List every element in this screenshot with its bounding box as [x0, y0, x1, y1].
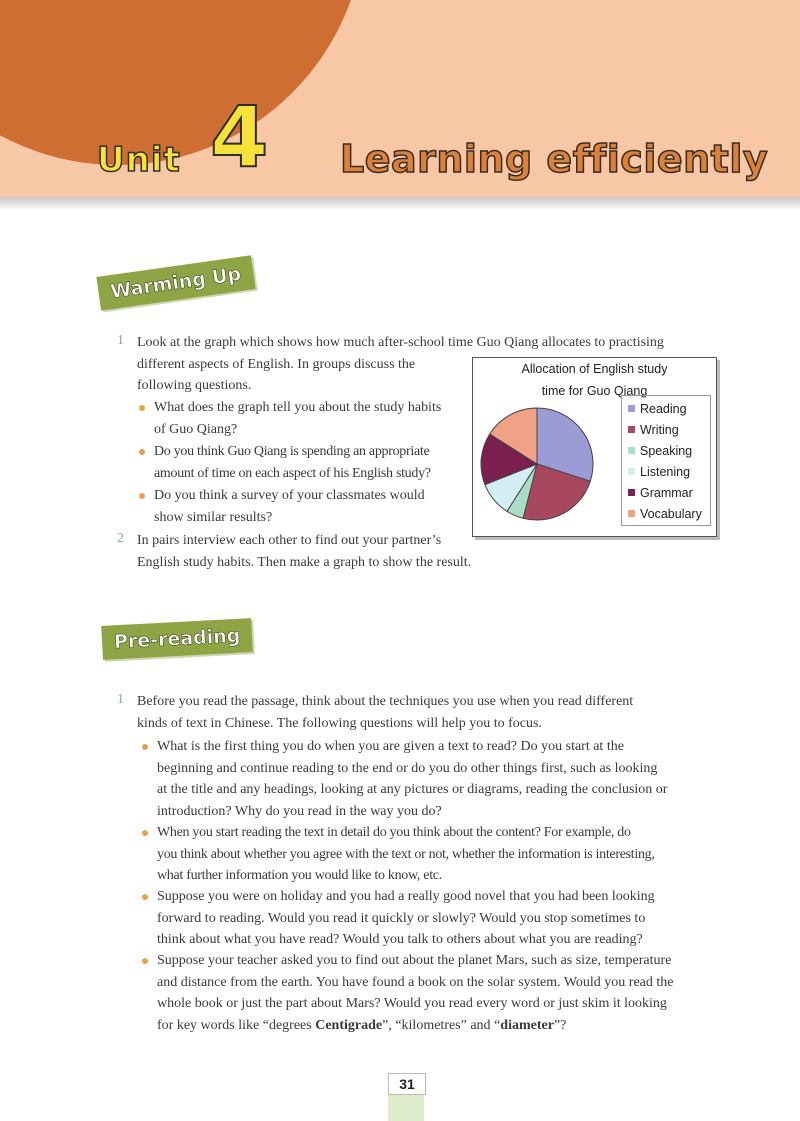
warming-bullet [154, 397, 474, 440]
text-line: amount of time on each aspect of his English study? [154, 465, 431, 481]
legend-swatch [628, 426, 635, 433]
warming-up-tag: Warming Up [96, 255, 255, 310]
pre-reading-tag: Pre-reading [101, 618, 253, 660]
text-line: think about what you have read? Would you talk to others about what you are reading? [157, 932, 643, 947]
text-line: English study habits. Then make a graph to show the result. [137, 554, 472, 570]
text-span: for key words like “degrees [157, 1017, 316, 1033]
pre-reading-bullet [157, 736, 727, 822]
legend-label: Vocabulary [640, 507, 702, 521]
text-span: ”, “kilometres” and “ [382, 1017, 501, 1033]
warming-bullet [154, 485, 474, 528]
legend-label: Writing [640, 423, 679, 437]
keyword-centigrade: Centigrade [315, 1017, 383, 1033]
unit-number: 4 [210, 88, 269, 186]
bullet-dot [142, 830, 148, 836]
unit-label: Unit [97, 140, 181, 180]
text-line: Do you think a survey of your classmates would [154, 488, 425, 503]
warming-bullet [154, 441, 474, 484]
text-line: whole book or just the part about Mars? Would you read every word or just skim it looking [157, 996, 667, 1011]
bullet-dot [139, 449, 145, 455]
text-line: Suppose your teacher asked you to find out about the planet Mars, such as size, temperature [157, 953, 672, 968]
chart-title-line: time for Guo Qiang [541, 384, 648, 398]
bullet-dot [139, 493, 145, 499]
bullet-dot [139, 405, 145, 411]
legend-label: Listening [640, 465, 691, 479]
keyword-diameter: diameter [500, 1017, 554, 1033]
legend-label: Reading [640, 402, 687, 416]
text-line: you think about whether you agree with the text or not, whether the information is interesting, [157, 846, 655, 862]
legend-swatch [628, 468, 635, 475]
text-line: show similar results? [154, 509, 273, 525]
text-line: following questions. [137, 378, 252, 393]
text-line: Suppose you were on holiday and you had a really good novel that you had been looking [157, 889, 655, 904]
pie-svg [477, 404, 597, 524]
legend-item-writing [622, 420, 710, 441]
pie-chart [472, 357, 717, 537]
text-line: kinds of text in Chinese. The following questions will help you to focus. [137, 715, 542, 731]
text-line: What does the graph tell you about the study habits [154, 400, 442, 415]
item-number: 2 [117, 531, 124, 546]
text-span: ”? [553, 1017, 567, 1033]
text-line: of Guo Qiang? [154, 421, 238, 437]
text-line-keywords [157, 1015, 732, 1037]
item-number: 1 [117, 692, 124, 707]
legend-item-grammar [622, 483, 710, 504]
legend-swatch [628, 405, 635, 412]
text-line: In pairs interview each other to find out your partner’s [137, 533, 442, 548]
unit-title: Learning efficiently [340, 137, 769, 181]
text-line: forward to reading. Would you read it quickly or slowly? Would you stop sometimes to [157, 910, 646, 926]
text-line: different aspects of English. In groups discuss the [137, 356, 416, 372]
banner-shadow [0, 197, 800, 211]
text-line: When you start reading the text in detail do you think about the content? For example, do [157, 825, 631, 840]
text-line: introduction? Why do you read in the way you do? [157, 803, 442, 819]
pre-reading-bullet [157, 950, 732, 1036]
text-line: what further information you would like to know, etc. [157, 868, 442, 883]
text-line: Do you think Guo Qiang is spending an appropriate [154, 444, 430, 459]
page-number-strip [388, 1095, 424, 1121]
pre-reading-bullet [157, 822, 732, 887]
text-line: beginning and continue reading to the end or do you do other things first, such as looking [157, 760, 658, 776]
item-number: 1 [117, 333, 124, 348]
legend-item-reading [622, 399, 710, 420]
page-number: 31 [388, 1073, 426, 1095]
legend-label: Grammar [640, 486, 693, 500]
legend-swatch [628, 489, 635, 496]
legend-item-speaking [622, 441, 710, 462]
chart-title-line: Allocation of English study [521, 362, 668, 376]
pre-reading-bullet [157, 886, 727, 951]
bullet-dot [142, 958, 148, 964]
bullet-dot [142, 744, 148, 750]
legend-item-listening [622, 462, 710, 483]
legend-item-vocabulary [622, 504, 710, 525]
legend-label: Speaking [640, 444, 693, 458]
text-line: Before you read the passage, think about the techniques you use when you read different [137, 694, 634, 709]
text-line: Look at the graph which shows how much after-school time Guo Qiang allocates to practising [137, 335, 664, 350]
chart-legend [621, 395, 711, 526]
banner-circle [0, 0, 365, 165]
bullet-dot [142, 894, 148, 900]
text-line: and distance from the earth. You have found a book on the solar system. Would you read the [157, 974, 674, 990]
pre-reading-item1 [137, 691, 727, 734]
legend-swatch [628, 510, 635, 517]
text-line: at the title and any headings, looking at any pictures or diagrams, reading the conclusion or [157, 782, 668, 797]
legend-swatch [628, 447, 635, 454]
text-line: What is the first thing you do when you are given a text to read? Do you start at the [157, 739, 624, 754]
